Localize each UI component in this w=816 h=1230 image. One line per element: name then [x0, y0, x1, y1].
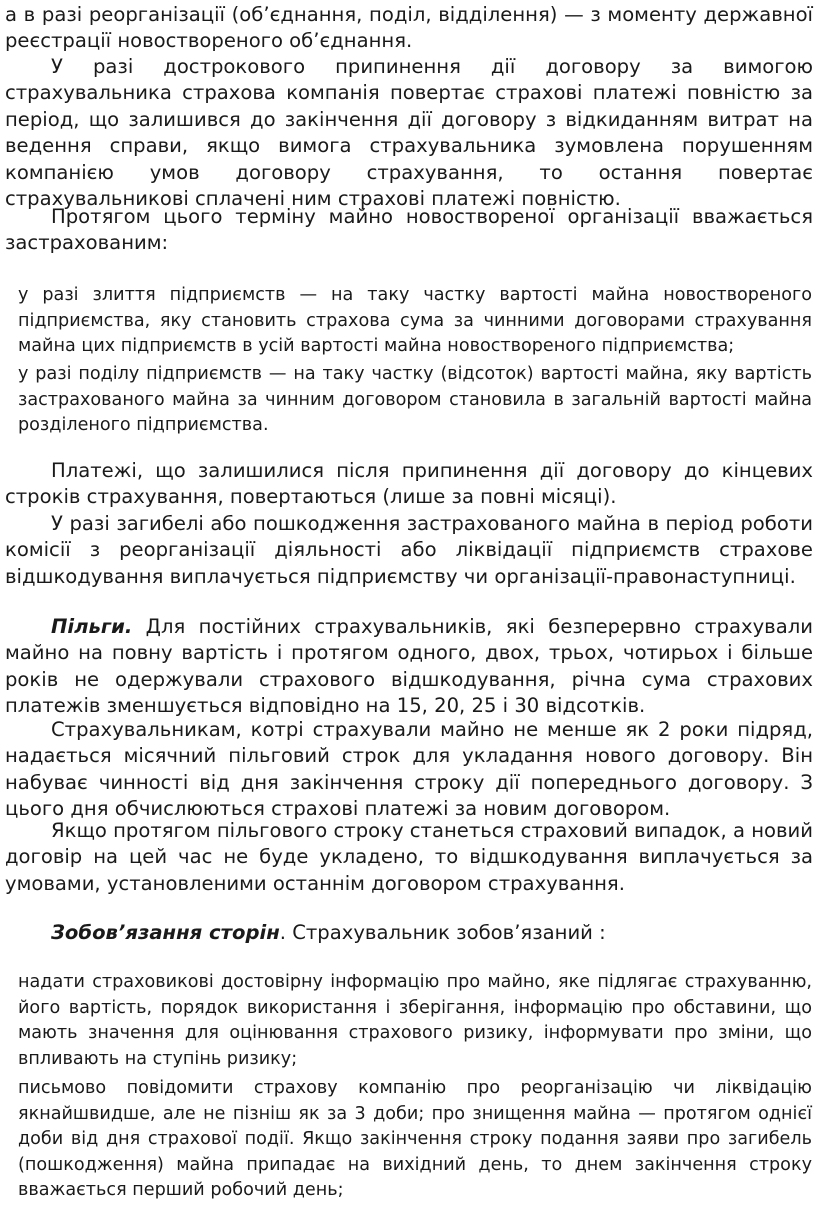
obligations-text: . Страхувальник зобов’язаний : [279, 921, 606, 944]
paragraph-grace-period: Страхувальникам, котрі страхували майно не менше як 2 роки підряд, надається місячний пільговий строк для укладання нового договору. Він набуває чинності від дня закінчення строку дії попереднього договору. З цього дня обчислюються страхові платежі за новим договором. [5, 718, 813, 821]
paragraph-insured-event-in-grace: Якщо протягом пільгового строку станеться страховий випадок, а новий договір на цей час не буде укладено, то відшкодування виплачується за умовами, установленими останнім договором страхування. [5, 819, 814, 895]
paragraph-damage-during-reorganization: У разі загибелі або пошкодження застрахованого майна в період роботи комісії з реорганізації діяльності або ліквідації підприємств страхове відшкодування виплачується підприємству чи організації-правонаступниці. [5, 512, 813, 588]
paragraph-benefits [5, 614, 813, 720]
paragraph-obligations [5, 920, 813, 946]
list-item-notify-company: письмово повідомити страхову компанію про реорганізацію чи ліквідацію якнайшвидше, але не пізніш як за 3 доби; про знищення майна — протягом однієї доби від дня страхової події. Якщо закінчення строку подання заяви про загибель (пошкодження) майна припадає на вихідний день, то днем закінчення строку вважається перший робочий день; [18, 1078, 812, 1201]
paragraph-remaining-payments: Платежі, що залишилися після припинення дії договору до кінцевих строків страхування, повертаються (лише за повні місяці). [5, 459, 813, 509]
list-item-provide-information: надати страховикові достовірну інформацію про майно, яке підлягає страхуванню, його вартість, порядок використання і зберігання, інформацію про обставини, що мають значення для оцінювання страхового ризику, інформувати про зміни, що впливають на ступінь ризику; [18, 972, 812, 1069]
paragraph-reorganization-moment: а в разі реорганізації (об’єднання, поділ, відділення) — з моменту державної реєстрації новоствореного об’єднання. [5, 3, 813, 53]
benefits-text: Для постійних страхувальників, які безперервно страхували майно на повну вартість і протягом одного, двох, трьох, чотирьох і більше років не одержували страхового відшкодування, річна сума страхових платежів зменшується відповідно на 15, 20, 25 і 30 відсотків. [5, 615, 813, 718]
paragraph-early-termination: У разі дострокового припинення дії договору за вимогою страхувальника страхова компанія повертає страхові платежі повністю за період, що залишився до закінчення дії договору з відкиданням витрат на ведення справи, якщо вимога страхувальника зумовлена порушенням компанією умов договору страхування, то остання повертає страхувальникові сплачені ним страхові платежі повністю. [5, 55, 813, 211]
list-item-division: у разі поділу підприємств — на таку частку (відсоток) вартості майна, яку вартість застрахованого майна за чинним договором становила в загальній вартості майна розділеного підприємства. [18, 364, 812, 436]
paragraph-insured-period: Протягом цього терміну майно новоствореної організації вважається застрахованим: [5, 205, 813, 255]
obligations-heading: Зобов’язання сторін [51, 921, 280, 944]
list-item-merger: у разі злиття підприємств — на таку частку вартості майна новоствореного підприємства, яку становить страхова сума за чинними договорами страхування майна цих підприємств в усій вартості майна новоствореного підприємства; [18, 285, 812, 357]
benefits-heading: Пільги. [51, 615, 133, 638]
